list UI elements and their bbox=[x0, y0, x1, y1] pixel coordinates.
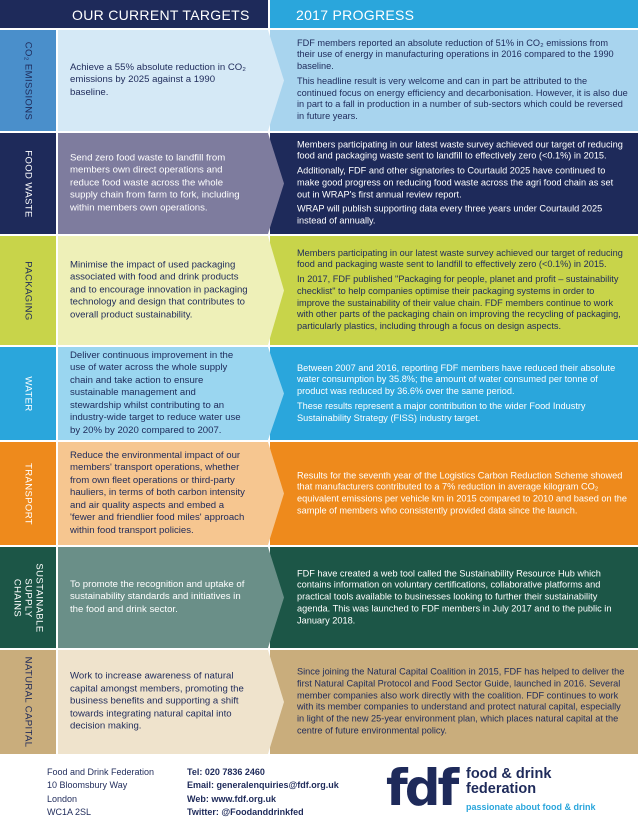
row-natural-capital bbox=[0, 650, 638, 754]
progress-cell bbox=[270, 236, 638, 345]
progress-cell bbox=[270, 347, 638, 440]
progress-cell bbox=[270, 650, 638, 754]
progress-paragraph: Results for the seventh year of the Logistics Carbon Reduction Scheme showed that manufacturers contributed to a 7% reduction in average kilogram CO₂ equivalent emissions per vehicle km in 2015 compared to 2010 and based on the sample of members who consistently provided data since the launch. bbox=[297, 469, 627, 516]
fdf-logo: fdf bbox=[386, 759, 457, 817]
category-label: NATURAL CAPITAL bbox=[22, 656, 34, 748]
chevron-arrow bbox=[268, 133, 284, 234]
category-cell bbox=[0, 236, 56, 345]
progress-paragraph: Members participating in our latest waste survey achieved our target of reducing food and packaging waste sent to landfill to effectively zero (<0.1%) in 2015. bbox=[297, 139, 623, 162]
logo-name-line: food & drink bbox=[466, 766, 552, 782]
contact-details bbox=[187, 766, 339, 820]
progress-paragraph: FDF have created a web tool called the Sustainability Resource Hub which contains information on voluntary certifications, collaborative platforms and practical tools available to businesses looking to further their sustainability agenda. This was launched to FDF members in July 2017 and to the public in January 2018. bbox=[297, 568, 612, 626]
progress-paragraph: In 2017, FDF published "Packaging for people, planet and profit – sustainability checklist" to help companies optimise their packaging systems in order to improve the sustainability of their value chain. FDF members continue to work with other parts of the packaging chain on improving the recycling of packaging, particularly plastics, including through a focus on design aspects. bbox=[297, 274, 621, 332]
progress-paragraph: These results represent a major contribution to the wider Food Industry Sustainability Strategy (FISS) industry target. bbox=[297, 400, 586, 423]
category-cell bbox=[0, 133, 56, 234]
table-header bbox=[0, 0, 638, 28]
category-label: WATER bbox=[22, 375, 34, 412]
progress-text bbox=[297, 38, 628, 124]
target-text: Minimise the impact of used packaging associated with food and drink products and to encourage innovation in packaging technology and design that contributes to overall product sustainability. bbox=[70, 259, 248, 321]
address-line: 10 Bloomsbury Way bbox=[47, 780, 128, 791]
target-text: Deliver continuous improvement in the use of water across the whole supply chain and take action to ensure sustainable management and stewardship whilst contributing to an industry-wide target to reduce water use by 20% by 2020 compared to 2007. bbox=[70, 349, 241, 436]
address-line: Food and Drink Federation bbox=[47, 767, 155, 777]
chevron-arrow bbox=[268, 347, 284, 440]
target-cell bbox=[58, 442, 268, 545]
target-text: Reduce the environmental impact of our members' transport operations, whether from own fleet operations or third-party hauliers, in terms of both carbon intensity and air quality aspects and embed a 'fewer and friendlier food miles' approach within food transport policies. bbox=[70, 449, 245, 536]
telephone: Tel: 020 7836 2460 bbox=[187, 767, 265, 777]
chevron-arrow bbox=[268, 30, 284, 131]
progress-paragraph: Since joining the Natural Capital Coalition in 2015, FDF has helped to deliver the first Natural Capital Protocol and Food Sector Guide, launched in 2016. Several member companies also work directly with the coalition. FDF continues to work with its member companies to understand and protect natural capital, especially in light of the new 25-year environment plan, which places natural capital at the centre of future environmental policy. bbox=[297, 666, 625, 736]
category-label: TRANSPORT bbox=[22, 462, 34, 525]
chevron-arrow bbox=[268, 442, 284, 545]
chevron-arrow bbox=[268, 547, 284, 648]
postal-address bbox=[47, 766, 154, 820]
progress-text bbox=[297, 363, 628, 425]
progress-text bbox=[297, 667, 628, 738]
row-water bbox=[0, 347, 638, 440]
target-text: Send zero food waste to landfill from members own direct operations and reduce food waste across the whole supply chain from farm to fork, including within members own operations. bbox=[70, 152, 240, 214]
progress-cell bbox=[270, 442, 638, 545]
row-sustainable-supply-chains bbox=[0, 547, 638, 648]
twitter-link[interactable]: Twitter: @Foodanddrinkfed bbox=[187, 807, 304, 818]
row-co2-emissions bbox=[0, 30, 638, 131]
address-line: WC1A 2SL bbox=[47, 807, 92, 818]
progress-paragraph: Members participating in our latest waste survey achieved our target of reducing food and packaging waste sent to landfill to effectively zero (<0.1%) in 2015. bbox=[297, 247, 623, 270]
target-cell bbox=[58, 650, 268, 754]
row-transport bbox=[0, 442, 638, 545]
chevron-arrow bbox=[268, 650, 284, 754]
category-cell bbox=[0, 30, 56, 131]
footer bbox=[0, 758, 638, 825]
target-text: Achieve a 55% absolute reduction in CO₂ emissions by 2025 against a 1990 baseline. bbox=[70, 61, 246, 98]
logo-name-line: federation bbox=[466, 781, 537, 797]
progress-cell bbox=[270, 30, 638, 131]
targets-column-heading: OUR CURRENT TARGETS bbox=[0, 0, 268, 28]
category-cell bbox=[0, 442, 56, 545]
progress-paragraph: Additionally, FDF and other signatories to Courtauld 2025 have continued to make good progress on reducing food waste across the agri food chain as set out in WRAP's first annual review report. bbox=[297, 165, 614, 200]
progress-text bbox=[297, 470, 628, 517]
row-food-waste bbox=[0, 133, 638, 234]
progress-column-heading: 2017 PROGRESS bbox=[270, 0, 638, 28]
progress-paragraph: FDF members reported an absolute reduction of 51% in CO₂ emissions from their use of energy in manufacturing operations in 2016 compared to the 1990 baseline. bbox=[297, 37, 614, 72]
address-line: London bbox=[47, 793, 78, 804]
progress-paragraph: This headline result is very welcome and can in part be attributed to the continued focus on energy efficiency and decarbonisation. However, it is also due in part to a fall in production in a number of sub-sectors which could be reversed in future years. bbox=[297, 76, 628, 122]
logo-wordmark bbox=[466, 767, 551, 797]
target-text: Work to increase awareness of natural capital amongst members, promoting the business benefits and supporting a shift towards integrating natural capital into decision making. bbox=[70, 670, 244, 732]
category-label: SUSTAINABLE SUPPLY CHAINS bbox=[11, 562, 45, 633]
category-cell bbox=[0, 347, 56, 440]
target-cell bbox=[58, 30, 268, 131]
category-label: FOOD WASTE bbox=[22, 149, 34, 218]
category-label: PACKAGING bbox=[22, 260, 34, 321]
target-cell bbox=[58, 236, 268, 345]
logo-tagline: passionate about food & drink bbox=[466, 802, 596, 812]
target-cell bbox=[58, 347, 268, 440]
category-cell bbox=[0, 650, 56, 754]
progress-text bbox=[297, 568, 628, 627]
progress-text bbox=[297, 248, 628, 334]
category-label: CO₂ EMISSIONS bbox=[22, 41, 34, 120]
target-cell bbox=[58, 547, 268, 648]
row-packaging bbox=[0, 236, 638, 345]
progress-paragraph: Between 2007 and 2016, reporting FDF members have reduced their absolute water consumption by 35.8%; the amount of water consumed per tonne of product was reduced by 36.6% over the same period. bbox=[297, 362, 616, 397]
category-cell bbox=[0, 547, 56, 648]
website-link[interactable]: Web: www.fdf.org.uk bbox=[187, 793, 276, 804]
target-cell bbox=[58, 133, 268, 234]
progress-text bbox=[297, 139, 628, 228]
chevron-arrow bbox=[268, 236, 284, 345]
progress-cell bbox=[270, 133, 638, 234]
target-text: To promote the recognition and uptake of sustainability standards and initiatives in the food and drink sector. bbox=[70, 578, 245, 615]
progress-paragraph: WRAP will publish supporting data every three years under Courtauld 2025 instead of annually. bbox=[297, 204, 603, 226]
progress-cell bbox=[270, 547, 638, 648]
email-link[interactable]: Email: generalenquiries@fdf.org.uk bbox=[187, 780, 339, 791]
